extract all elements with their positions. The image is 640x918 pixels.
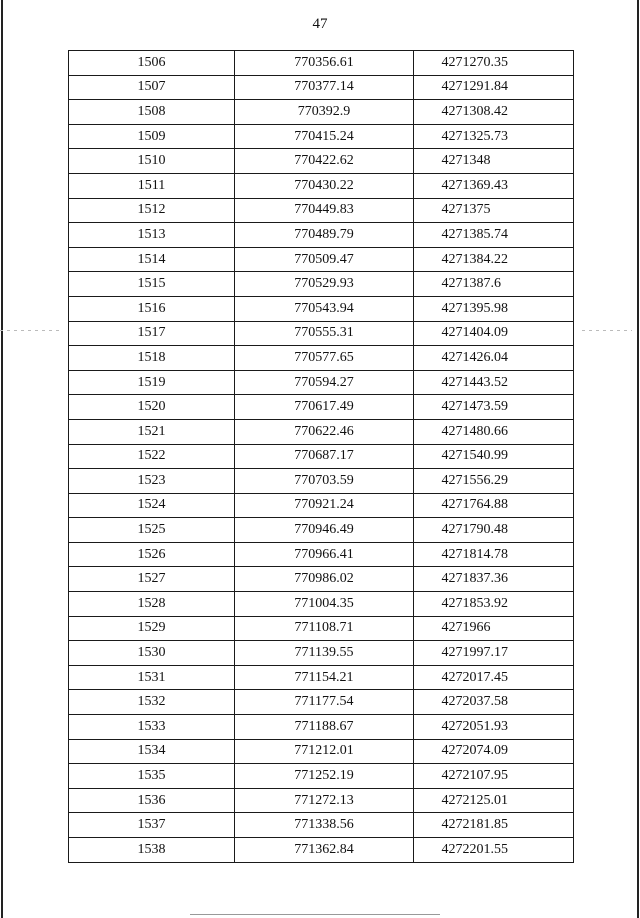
y-coordinate-value: 4271348 — [441, 153, 491, 169]
x-coordinate-cell: 771139.55 — [235, 641, 414, 666]
point-id-cell: 1537 — [69, 813, 235, 838]
x-coordinate-cell: 770986.02 — [235, 567, 414, 592]
y-coordinate-value: 4271308.42 — [441, 103, 508, 119]
y-coordinate-value: 4271384.22 — [441, 251, 508, 267]
y-coordinate-value: 4271997.17 — [441, 645, 508, 661]
y-coordinate-cell — [414, 567, 574, 592]
point-id-cell: 1523 — [69, 469, 235, 494]
table-row — [69, 124, 574, 149]
y-coordinate-value: 4272201.55 — [441, 841, 508, 857]
x-coordinate-cell: 771362.84 — [235, 838, 414, 863]
x-coordinate-cell: 771188.67 — [235, 715, 414, 740]
x-coordinate-cell: 770622.46 — [235, 419, 414, 444]
y-coordinate-value: 4271837.36 — [441, 571, 508, 587]
y-coordinate-value: 4272074.09 — [441, 743, 508, 759]
table-row — [69, 690, 574, 715]
table-row — [69, 567, 574, 592]
y-coordinate-cell — [414, 272, 574, 297]
x-coordinate-cell: 771272.13 — [235, 788, 414, 813]
y-coordinate-cell — [414, 173, 574, 198]
y-coordinate-cell — [414, 641, 574, 666]
y-coordinate-value: 4271270.35 — [441, 54, 508, 70]
x-coordinate-cell: 770392.9 — [235, 100, 414, 125]
x-coordinate-cell: 770509.47 — [235, 247, 414, 272]
table-row — [69, 223, 574, 248]
y-coordinate-cell — [414, 739, 574, 764]
point-id-cell: 1511 — [69, 173, 235, 198]
y-coordinate-cell — [414, 75, 574, 100]
point-id-cell: 1524 — [69, 493, 235, 518]
y-coordinate-value: 4272017.45 — [441, 669, 508, 685]
y-coordinate-cell — [414, 395, 574, 420]
y-coordinate-cell — [414, 788, 574, 813]
x-coordinate-cell: 770377.14 — [235, 75, 414, 100]
table-row — [69, 395, 574, 420]
y-coordinate-value: 4272037.58 — [441, 694, 508, 710]
x-coordinate-cell: 771154.21 — [235, 665, 414, 690]
y-coordinate-cell — [414, 370, 574, 395]
point-id-cell: 1520 — [69, 395, 235, 420]
point-id-cell: 1532 — [69, 690, 235, 715]
table-row — [69, 370, 574, 395]
y-coordinate-cell — [414, 764, 574, 789]
x-coordinate-cell: 770430.22 — [235, 173, 414, 198]
y-coordinate-cell — [414, 419, 574, 444]
table-row — [69, 296, 574, 321]
table-row — [69, 641, 574, 666]
x-coordinate-cell: 770617.49 — [235, 395, 414, 420]
table-row — [69, 247, 574, 272]
y-coordinate-value: 4271369.43 — [441, 177, 508, 193]
x-coordinate-cell: 771177.54 — [235, 690, 414, 715]
x-coordinate-cell: 770946.49 — [235, 518, 414, 543]
y-coordinate-value: 4272125.01 — [441, 792, 508, 808]
table-row — [69, 838, 574, 863]
y-coordinate-cell — [414, 321, 574, 346]
y-coordinate-cell — [414, 616, 574, 641]
point-id-cell: 1536 — [69, 788, 235, 813]
point-id-cell: 1522 — [69, 444, 235, 469]
table-row — [69, 616, 574, 641]
scan-artifact-left — [0, 330, 60, 331]
point-id-cell: 1518 — [69, 346, 235, 371]
y-coordinate-value: 4271375 — [441, 202, 491, 218]
y-coordinate-value: 4271790.48 — [441, 522, 508, 538]
y-coordinate-cell — [414, 444, 574, 469]
y-coordinate-value: 4271385.74 — [441, 226, 508, 242]
y-coordinate-value: 4271291.84 — [441, 79, 508, 95]
y-coordinate-value: 4271556.29 — [441, 472, 508, 488]
x-coordinate-cell: 770356.61 — [235, 51, 414, 76]
y-coordinate-cell — [414, 542, 574, 567]
y-coordinate-value: 4271966 — [441, 620, 491, 636]
table-row — [69, 444, 574, 469]
table-row — [69, 813, 574, 838]
table-row — [69, 419, 574, 444]
y-coordinate-value: 4271764.88 — [441, 497, 508, 513]
y-coordinate-value: 4271540.99 — [441, 448, 508, 464]
point-id-cell: 1506 — [69, 51, 235, 76]
y-coordinate-cell — [414, 838, 574, 863]
table-row — [69, 592, 574, 617]
point-id-cell: 1514 — [69, 247, 235, 272]
table-row — [69, 346, 574, 371]
x-coordinate-cell: 770489.79 — [235, 223, 414, 248]
page-right-edge — [637, 0, 639, 918]
x-coordinate-cell: 771108.71 — [235, 616, 414, 641]
table-row — [69, 493, 574, 518]
point-id-cell: 1528 — [69, 592, 235, 617]
x-coordinate-cell: 770594.27 — [235, 370, 414, 395]
table-row — [69, 542, 574, 567]
table-row — [69, 321, 574, 346]
y-coordinate-cell — [414, 469, 574, 494]
y-coordinate-cell — [414, 223, 574, 248]
x-coordinate-cell: 771252.19 — [235, 764, 414, 789]
scan-artifact-right — [582, 330, 632, 331]
y-coordinate-value: 4271325.73 — [441, 128, 508, 144]
x-coordinate-cell: 771004.35 — [235, 592, 414, 617]
y-coordinate-value: 4271387.6 — [441, 276, 501, 292]
table-row — [69, 198, 574, 223]
point-id-cell: 1530 — [69, 641, 235, 666]
table-row — [69, 272, 574, 297]
x-coordinate-cell: 770966.41 — [235, 542, 414, 567]
y-coordinate-cell — [414, 690, 574, 715]
x-coordinate-cell: 770921.24 — [235, 493, 414, 518]
point-id-cell: 1521 — [69, 419, 235, 444]
y-coordinate-cell — [414, 813, 574, 838]
y-coordinate-value: 4271473.59 — [441, 399, 508, 415]
y-coordinate-value: 4271443.52 — [441, 374, 508, 390]
coordinate-table-body — [69, 51, 574, 863]
point-id-cell: 1529 — [69, 616, 235, 641]
table-row — [69, 739, 574, 764]
y-coordinate-cell — [414, 51, 574, 76]
x-coordinate-cell: 770422.62 — [235, 149, 414, 174]
point-id-cell: 1517 — [69, 321, 235, 346]
page-number: 47 — [312, 16, 328, 32]
x-coordinate-cell: 770703.59 — [235, 469, 414, 494]
table-row — [69, 665, 574, 690]
point-id-cell: 1525 — [69, 518, 235, 543]
point-id-cell: 1519 — [69, 370, 235, 395]
point-id-cell: 1531 — [69, 665, 235, 690]
y-coordinate-value: 4272181.85 — [441, 817, 508, 833]
table-row — [69, 100, 574, 125]
y-coordinate-cell — [414, 296, 574, 321]
y-coordinate-cell — [414, 346, 574, 371]
x-coordinate-cell: 770687.17 — [235, 444, 414, 469]
point-id-cell: 1533 — [69, 715, 235, 740]
y-coordinate-cell — [414, 100, 574, 125]
y-coordinate-cell — [414, 493, 574, 518]
point-id-cell: 1509 — [69, 124, 235, 149]
table-row — [69, 788, 574, 813]
coordinate-table — [68, 50, 574, 863]
table-row — [69, 51, 574, 76]
point-id-cell: 1516 — [69, 296, 235, 321]
page-bottom-line — [190, 914, 440, 915]
point-id-cell: 1512 — [69, 198, 235, 223]
y-coordinate-cell — [414, 665, 574, 690]
y-coordinate-value: 4271814.78 — [441, 546, 508, 562]
point-id-cell: 1507 — [69, 75, 235, 100]
table-row — [69, 149, 574, 174]
point-id-cell: 1534 — [69, 739, 235, 764]
x-coordinate-cell: 770449.83 — [235, 198, 414, 223]
table-row — [69, 764, 574, 789]
x-coordinate-cell: 771338.56 — [235, 813, 414, 838]
y-coordinate-value: 4271853.92 — [441, 595, 508, 611]
point-id-cell: 1526 — [69, 542, 235, 567]
x-coordinate-cell: 770577.65 — [235, 346, 414, 371]
y-coordinate-value: 4271395.98 — [441, 300, 508, 316]
point-id-cell: 1510 — [69, 149, 235, 174]
y-coordinate-cell — [414, 518, 574, 543]
x-coordinate-cell: 771212.01 — [235, 739, 414, 764]
y-coordinate-value: 4271480.66 — [441, 423, 508, 439]
table-row — [69, 75, 574, 100]
x-coordinate-cell: 770543.94 — [235, 296, 414, 321]
y-coordinate-value: 4271404.09 — [441, 325, 508, 341]
point-id-cell: 1527 — [69, 567, 235, 592]
y-coordinate-cell — [414, 149, 574, 174]
y-coordinate-cell — [414, 592, 574, 617]
point-id-cell: 1538 — [69, 838, 235, 863]
x-coordinate-cell: 770529.93 — [235, 272, 414, 297]
page-left-edge — [1, 0, 3, 918]
y-coordinate-value: 4271426.04 — [441, 349, 508, 365]
x-coordinate-cell: 770415.24 — [235, 124, 414, 149]
table-row — [69, 173, 574, 198]
y-coordinate-cell — [414, 198, 574, 223]
point-id-cell: 1515 — [69, 272, 235, 297]
point-id-cell: 1513 — [69, 223, 235, 248]
point-id-cell: 1508 — [69, 100, 235, 125]
y-coordinate-cell — [414, 124, 574, 149]
y-coordinate-cell — [414, 247, 574, 272]
y-coordinate-cell — [414, 715, 574, 740]
x-coordinate-cell: 770555.31 — [235, 321, 414, 346]
table-row — [69, 518, 574, 543]
table-row — [69, 469, 574, 494]
y-coordinate-value: 4272107.95 — [441, 768, 508, 784]
table-row — [69, 715, 574, 740]
y-coordinate-value: 4272051.93 — [441, 718, 508, 734]
point-id-cell: 1535 — [69, 764, 235, 789]
